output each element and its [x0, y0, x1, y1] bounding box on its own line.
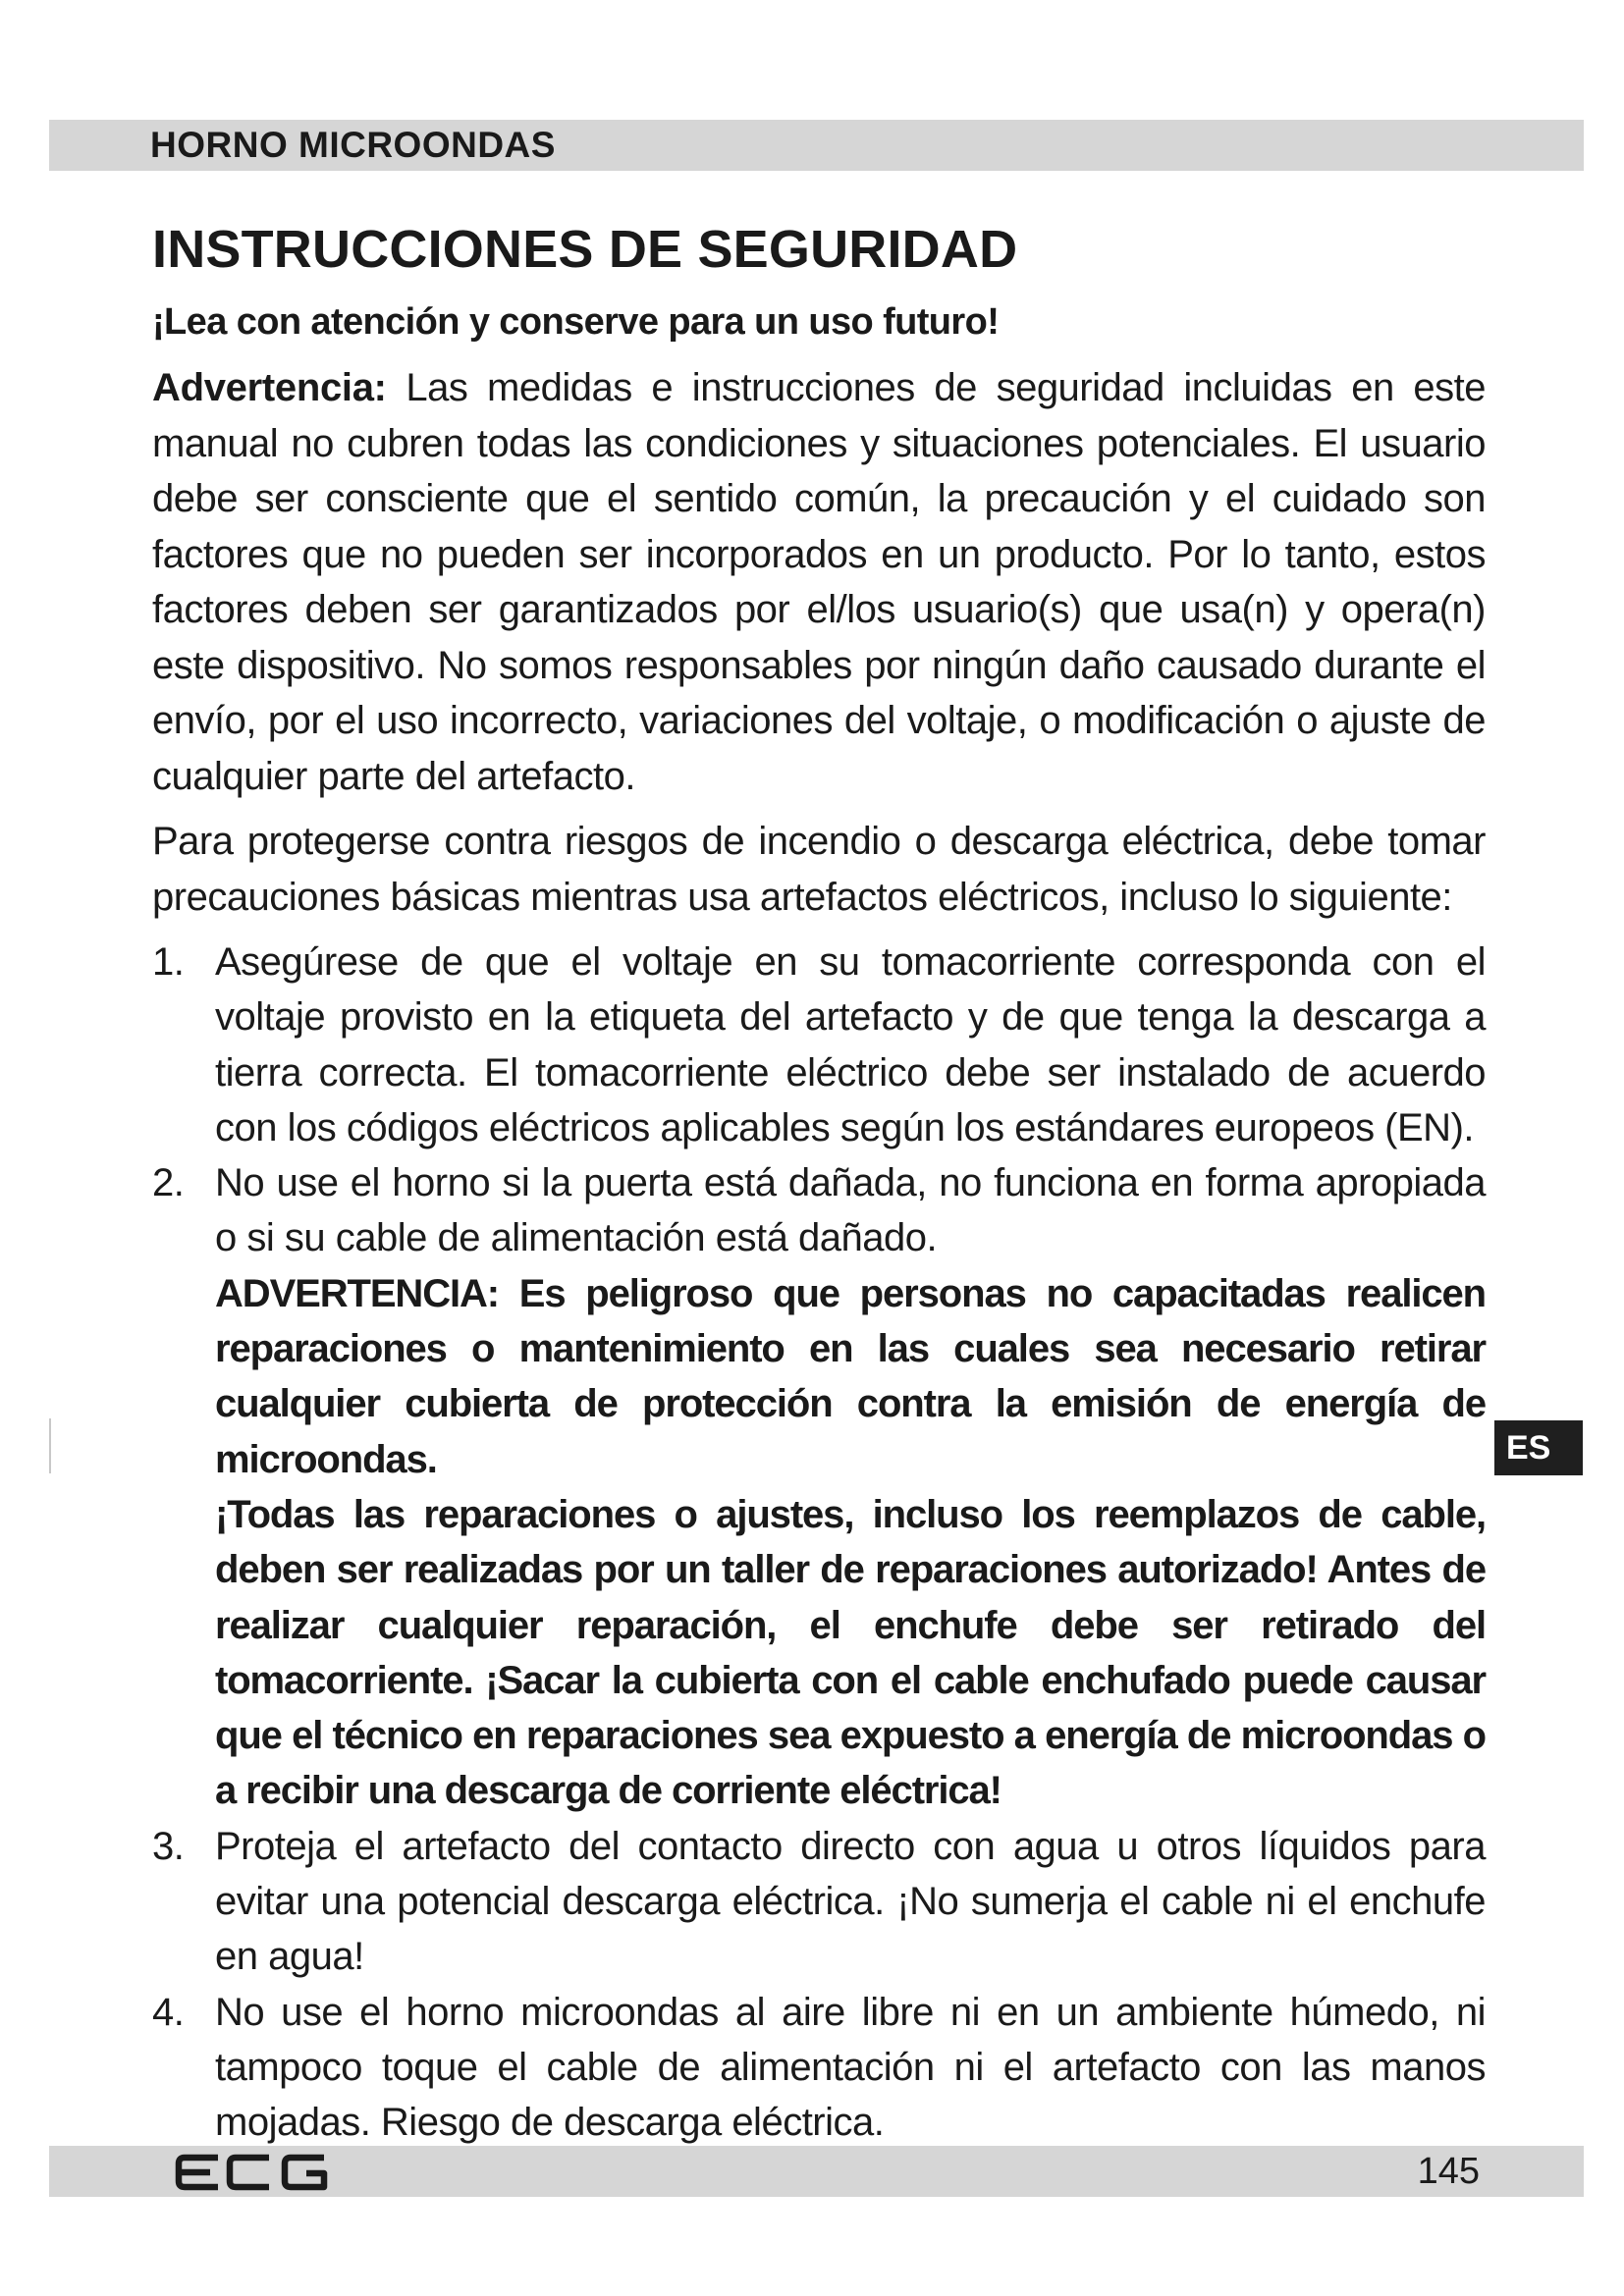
item-number: 3.: [152, 1824, 185, 1868]
page-subtitle: ¡Lea con atención y conserve para un uso futuro!: [152, 301, 1000, 343]
margin-line: [49, 1418, 51, 1473]
item-text: No use el horno si la puerta está dañada, no funciona en forma apropiada o si su cable de alimentación está dañado.: [215, 1161, 1486, 1260]
safety-list: [152, 934, 1486, 2151]
language-tab: ES: [1494, 1420, 1583, 1475]
warning-paragraph: [152, 360, 1486, 804]
list-item: [152, 1985, 1486, 2151]
list-item: [152, 934, 1486, 1155]
item-text: Proteja el artefacto del contacto directo con agua u otros líquidos para evitar una potencial descarga eléctrica. ¡No sumerja el cable ni el enchufe en agua!: [215, 1824, 1486, 1979]
item-text: Asegúrese de que el voltaje en su tomacorriente corresponda con el voltaje provisto en la etiqueta del artefacto y de que tenga la descarga a tierra correcta. El tomacorriente eléctrico debe ser instalado de acuerdo con los códigos eléctricos aplicables según los estándares europeos (EN).: [215, 940, 1486, 1149]
item-warning: ¡Todas las reparaciones o ajustes, incluso los reemplazos de cable, deben ser realizadas por un taller de reparaciones autorizado! Antes de realizar cualquier reparación, el enchufe debe ser retirado del tomacorriente. ¡Sacar la cubierta con el cable enchufado puede causar que el técnico en reparaciones sea expuesto a energía de microondas o a recibir una descarga de corriente eléctrica!: [215, 1492, 1486, 1813]
item-warning: ADVERTENCIA: Es peligroso que personas no capacitadas realicen reparaciones o mantenimiento en las cuales sea necesario retirar cualquier cubierta de protección contra la emisión de energía de microondas.: [215, 1271, 1486, 1481]
list-item: [152, 1155, 1486, 1819]
item-text: No use el horno microondas al aire libre ni en un ambiente húmedo, ni tampoco toque el cable de alimentación ni el artefacto con las manos mojadas. Riesgo de descarga eléctrica.: [215, 1990, 1486, 2145]
header-title: HORNO MICROONDAS: [150, 125, 556, 165]
list-item: [152, 1819, 1486, 1985]
page-title: INSTRUCCIONES DE SEGURIDAD: [152, 220, 1018, 279]
item-number: 2.: [152, 1161, 185, 1205]
item-number: 4.: [152, 1990, 185, 2034]
intro-paragraph: Para protegerse contra riesgos de incendio o descarga eléctrica, debe tomar precauciones básicas mientras usa artefactos eléctricos, incluso lo siguiente:: [152, 820, 1486, 919]
item-number: 1.: [152, 940, 185, 984]
ecg-logo: [175, 2153, 330, 2192]
page-content: [152, 211, 1486, 2151]
warning-text: Las medidas e instrucciones de seguridad incluidas en este manual no cubren todas las condiciones y situaciones potenciales. El usuario debe ser consciente que el sentido común, la precaución y el cuidado son factores que no pueden ser incorporados en un producto. Por lo tanto, estos factores deben ser garantizados por el/los usuario(s) que usa(n) y opera(n) este dispositivo. No somos responsables por ningún daño causado durante el envío, por el uso incorrecto, variaciones del voltaje, o modificación o ajuste de cualquier parte del artefacto.: [152, 366, 1486, 798]
page-number: 145: [1417, 2151, 1480, 2192]
warning-label: Advertencia:: [152, 366, 387, 409]
